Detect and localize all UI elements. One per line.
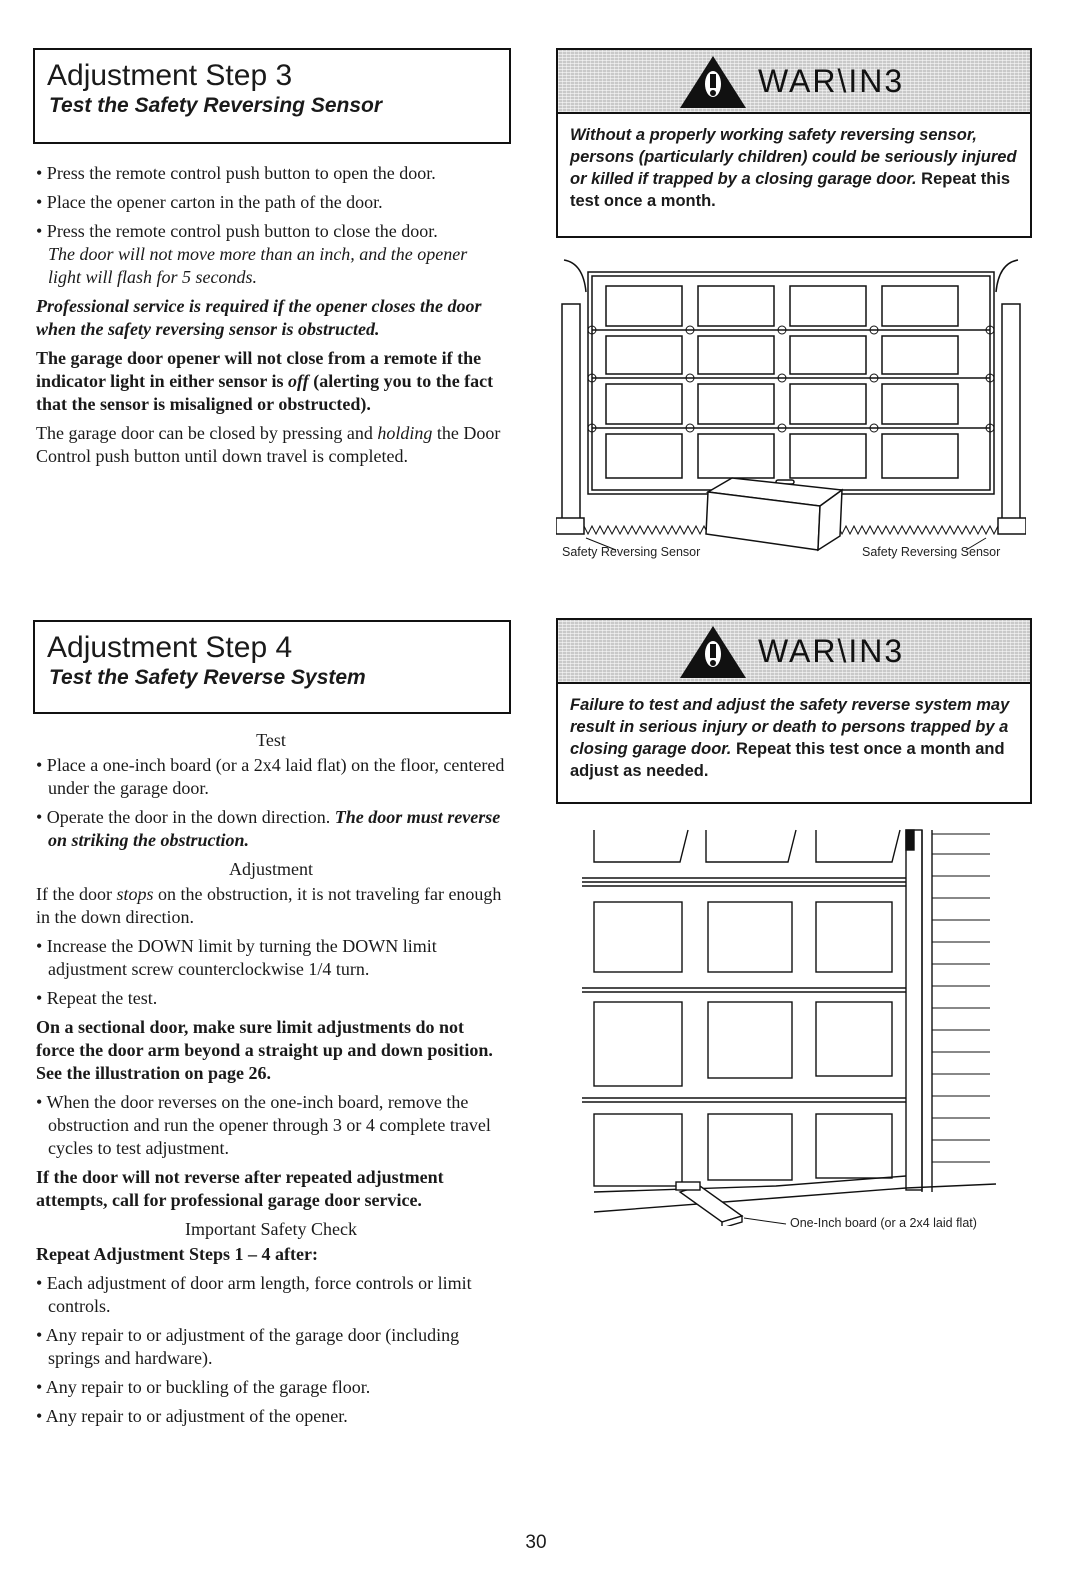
step4-test-bullet-1: • Place a one-inch board (or a 2x4 laid flat) on the floor, centered under the garage door.	[36, 755, 505, 798]
figure-safety-sensor-illustration	[556, 252, 1026, 552]
caption-left-sensor: Safety Reversing Sensor	[562, 545, 701, 559]
step3-bullet-2: • Place the opener carton in the path of the door.	[36, 192, 383, 212]
step3-plain-a: The garage door can be closed by pressing and	[36, 423, 378, 443]
step4-adj-intro-a: If the door	[36, 884, 117, 904]
step3-subtitle: Test the Safety Reversing Sensor	[49, 94, 383, 117]
warning-banner-2	[558, 620, 1030, 684]
warning-text-1	[558, 114, 1030, 212]
step4-safety-heading: Important Safety Check	[185, 1219, 357, 1239]
page-number: 30	[525, 1532, 547, 1553]
step4-adj-intro-stops: stops	[116, 884, 154, 904]
step4-reverse-bullet: • When the door reverses on the one-inch board, remove the obstruction and run the opener through 3 or 4 complete travel cycles to test adjustment.	[36, 1092, 491, 1158]
step3-indicator-warning	[36, 347, 516, 416]
step4-test-heading: Test	[256, 730, 286, 750]
step4-test-bullet-2a: • Operate the door in the down direction.	[36, 807, 335, 827]
warning2-italic: Failure to test and adjust the safety reverse system may result in serious injury or death to persons trapped by a closing garage door.	[570, 696, 1010, 758]
warning-box-2	[556, 618, 1032, 804]
step3-bullet-1: • Press the remote control push button to open the door.	[36, 163, 436, 183]
step4-subtitle: Test the Safety Reverse System	[49, 666, 366, 689]
step4-title: Adjustment Step 4	[47, 631, 293, 664]
step4-service-note: If the door will not reverse after repeated adjustment attempts, call for professional garage door service.	[36, 1167, 444, 1210]
step3-bullet-3	[36, 220, 516, 243]
step4-sectional-note: On a sectional door, make sure limit adjustments do not force the door arm beyond a straight up and down position. See the illustration on page 26.	[36, 1017, 493, 1083]
step4-adj-bullet-1: • Increase the DOWN limit by turning the DOWN limit adjustment screw counterclockwise 1/4 turn.	[36, 936, 437, 979]
step4-adj-bullet-2: • Repeat the test.	[36, 988, 158, 1008]
step4-test-bullet-2b: The door must reverse on striking the obstruction.	[48, 807, 501, 850]
caption-board: One-Inch board (or a 2x4 laid flat)	[790, 1216, 977, 1230]
warning-triangle-icon	[678, 54, 748, 110]
step4-header-box	[33, 620, 511, 714]
step3-plain-b: the Door Control push button until down travel is completed.	[36, 423, 501, 466]
step3-bold-off: off	[288, 371, 309, 391]
step4-check-2: • Any repair to or adjustment of the garage door (including springs and hardware).	[36, 1325, 460, 1368]
caption-right-sensor: Safety Reversing Sensor	[862, 545, 1001, 559]
step4-repeat-heading: Repeat Adjustment Steps 1 – 4 after:	[36, 1244, 318, 1264]
step3-header-box	[33, 48, 511, 144]
warning-title-2: WAR\IN3	[758, 633, 905, 669]
step3-manual-close	[36, 422, 516, 468]
step3-professional-note: Professional service is required if the opener closes the door when the safety reversing sensor is obstructed.	[36, 296, 482, 339]
warning-box-1	[556, 48, 1032, 238]
step3-bold-b: (alerting you to the fact that the sensor is misaligned or obstructed).	[36, 371, 494, 414]
step3-body	[36, 162, 516, 474]
warning-banner-1	[558, 50, 1030, 114]
warning2-plain: Repeat this test once a month and adjust as needed.	[570, 740, 1005, 780]
step4-adjustment-heading: Adjustment	[229, 859, 313, 879]
warning-title-1: WAR\IN3	[758, 63, 905, 99]
step3-bullet-3-note: The door will not move more than an inch, and the opener light will flash for 5 seconds.	[48, 244, 468, 287]
step4-check-1: • Each adjustment of door arm length, force controls or limit controls.	[36, 1273, 472, 1316]
warning-triangle-icon	[678, 624, 748, 680]
right-sensor	[998, 518, 1026, 534]
wall-siding	[932, 834, 990, 1162]
warning1-italic: Without a properly working safety reversing sensor, persons (particularly children) could be seriously injured or killed if trapped by a closing garage door.	[570, 126, 1017, 188]
opener-carton	[706, 478, 842, 550]
left-sensor	[556, 518, 584, 534]
step4-check-4: • Any repair to or adjustment of the opener.	[36, 1406, 348, 1426]
step4-check-3: • Any repair to or buckling of the garage floor.	[36, 1377, 371, 1397]
step4-adj-intro-b: on the obstruction, it is not traveling far enough in the down direction.	[36, 884, 502, 927]
door-hinges	[588, 326, 994, 432]
warning-text-2	[558, 684, 1030, 782]
figure-reverse-board-illustration	[576, 826, 996, 1226]
step4-adjustment-intro	[36, 883, 506, 929]
step3-bold-a: The garage door opener will not close from a remote if the indicator light in either sensor is	[36, 348, 482, 391]
step3-title: Adjustment Step 3	[47, 59, 293, 92]
step3-plain-holding: holding	[377, 423, 433, 443]
floor-hatching	[580, 526, 724, 534]
step4-body	[36, 729, 506, 1434]
step4-test-bullet-2	[36, 806, 506, 852]
warning1-plain: Repeat this test once a month.	[570, 170, 1011, 210]
step3-bullet-3-text: • Press the remote control push button to close the door.	[36, 221, 438, 241]
